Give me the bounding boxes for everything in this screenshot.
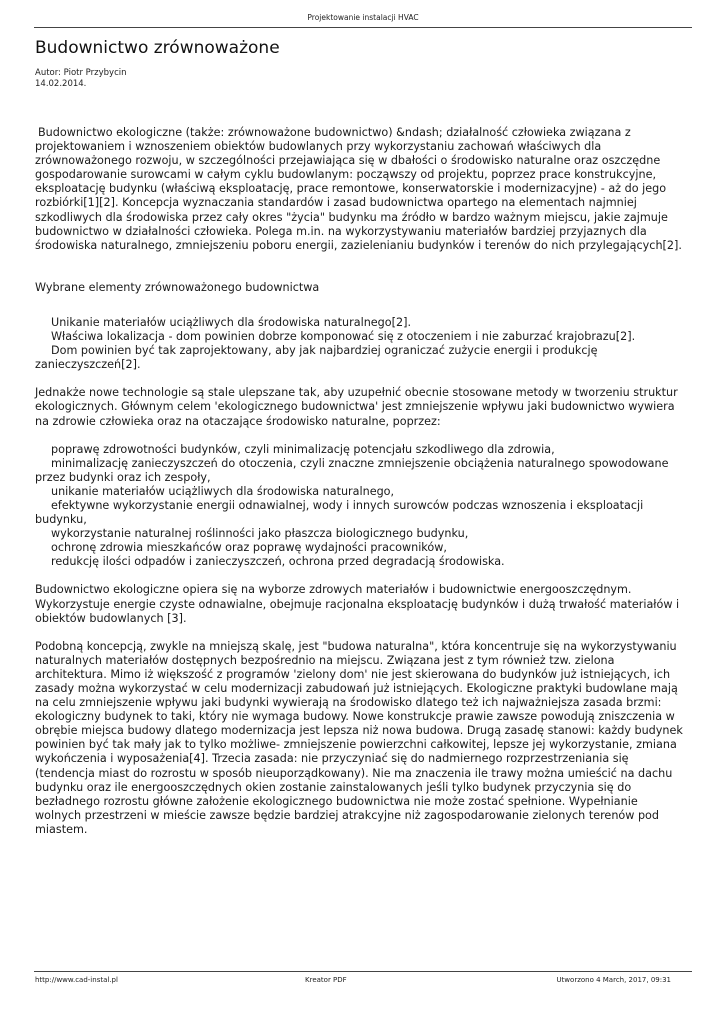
list-item: unikanie materiałów uciążliwych dla środowiska naturalnego, [51,484,395,498]
section-heading: Wybrane elementy zrównoważonego budownictwa [35,280,320,294]
list-item: poprawę zdrowotności budynków, czyli minimalizację potencjału szkodliwego dla zdrowia, [51,442,555,456]
list-item: redukcję ilości odpadów i zanieczyszczeń, ochrona przed degradacją środowiska. [51,555,505,569]
publish-date: 14.02.2014. [35,79,87,89]
materials-paragraph: Budownictwo ekologiczne opiera się na wyborze zdrowych materiałów i budownictwie energooszczędnym. Wykorzystuje energie czyste odnawialne, obejmuje racjonalna eksploatację budynków i dużą trwałość materiałów i obiektów budowlanych [3]. [35,583,680,625]
natural-building-paragraph: Podobną koncepcją, zwykle na mniejszą skalę, jest "budowa naturalna", która koncentruje się na wykorzystywaniu naturalnych materiałów dostępnych bezpośrednio na miejscu. Związana jest z tym również tzw. zielona architektura. Mimo iż większość z programów 'zielony dom' nie jest skierowana do budynków już istniejących, ich zasady można wykorzystać w celu modernizacji zabudowań już istniejących. Ekologiczne praktyki budowlane mają na celu zmniejszenie wpływu jaki budynki wywierają na środowisko dlatego też ich najważniejsza zasada brzmi: ekologiczny budynek to taki, który nie wymaga budowy. Nowe konstrukcje prawie zawsze powodują zniszczenia w obrębie miejsca budowy dlatego modernizacja jest lepsza niż nowa budowa. Drugą zasadę stanowi: każdy budynek powinien być tak mały jak to tylko możliwe- zmniejszenie powierzchni całkowitej, lepsze jej wykorzystanie, zmiana wykończenia i wyposażenia[4]. Trzecia zasada: nie przyczyniać się do nadmiernego rozprzestrzeniania się (tendencja miast do rozrostu w sposób nieuporządkowany). Nie ma znaczenia ile trawy można umieścić na dachu budynku oraz ile energooszczędnych okien zostanie zainstalowanych jeśli tylko budynek przyczynia się do bezładnego rozrostu główne założenie ekologicznego budownictwa nie może zostać spełnione. Wypełnianie wolnych przestrzeni w mieście zawsze będzie bardziej atrakcyjne niż zagospodarowanie zielonych terenów pod miastem. [35,639,683,836]
article-body [35,126,687,837]
site-url-link[interactable]: http://www.cad-instal.pl [35,976,118,984]
list-item: efektywne wykorzystanie energii odnawialnej, wody i innych surowców podczas wznoszenia i eksploatacji budynku, [35,498,644,527]
author-line: Autor: Piotr Przybycin [35,68,127,78]
header-divider [34,27,692,28]
list-item: wykorzystanie naturalnej roślinności jako płaszcza biologicznego budynku, [51,527,469,541]
article-meta [35,68,127,90]
intro-paragraph: Budownictwo ekologiczne (także: zrównoważone budownictwo) &ndash; działalność człowieka związana z projektowaniem i wznoszeniem obiektów budowlanych przy wykorzystaniu zachowań właściwych dla zrównoważonego rozwoju, w szczególności przejawiająca się w dbałości o środowisko naturalne oraz oszczędne gospodarowanie surowcami w całym cyklu budowlanym: począwszy od projektu, poprzez prace konstrukcyjne, eksploatację budynku (właściwą eksploatację, prace remontowe, konserwatorskie i modernizacyjne) - aż do jego rozbiórki[1][2]. Koncepcja wyznaczania standardów i zasad budownictwa opartego na elementach najmniej szkodliwych dla środowiska przez cały okres "życia" budynku ma źródło w bardzo ważnym miejscu, jakie zajmuje budownictwo w działalności człowieka. Polega m.in. na wykorzystywaniu materiałów bardziej przyjaznych dla środowiska naturalnego, zmniejszeniu poboru energii, zazielenianiu budynków i terenów do nich przylegających[2]. [35,126,682,252]
list-item: Właściwa lokalizacja - dom powinien dobrze komponować się z otoczeniem i nie zaburzać krajobrazu[2]. [51,330,636,344]
list-item: ochronę zdrowia mieszkańców oraz poprawę wydajności pracowników, [51,541,447,555]
list-item: Unikanie materiałów uciążliwych dla środowiska naturalnego[2]. [51,315,412,329]
generator-label: Kreator PDF [305,976,347,984]
list-item: Dom powinien być tak zaprojektowany, aby jak najbardziej ograniczać zużycie energii i produkcję zanieczyszczeń[2]. [35,344,598,372]
created-timestamp: Utworzono 4 March, 2017, 09:31 [556,976,671,984]
page-title: Budownictwo zrównoważone [35,38,280,58]
selected-elements-list [35,316,687,372]
list-item: minimalizację zanieczyszczeń do otoczenia, czyli znaczne zmniejszenie obciążenia naturalnego spowodowane przez budynki oraz ich zespoły, [35,456,669,484]
running-header: Projektowanie instalacji HVAC [307,13,419,22]
technologies-paragraph: Jednakże nowe technologie są stale ulepszane tak, aby uzupełnić obecnie stosowane metody w tworzeniu struktur ekologicznych. Głównym celem 'ekologicznego budownictwa' jest zmniejszenie wpływu jaki budownictwo wywiera na zdrowie człowieka oraz na otaczające środowisko naturalne, poprzez: [35,386,678,428]
footer-divider [34,971,692,972]
goals-list [35,443,687,570]
